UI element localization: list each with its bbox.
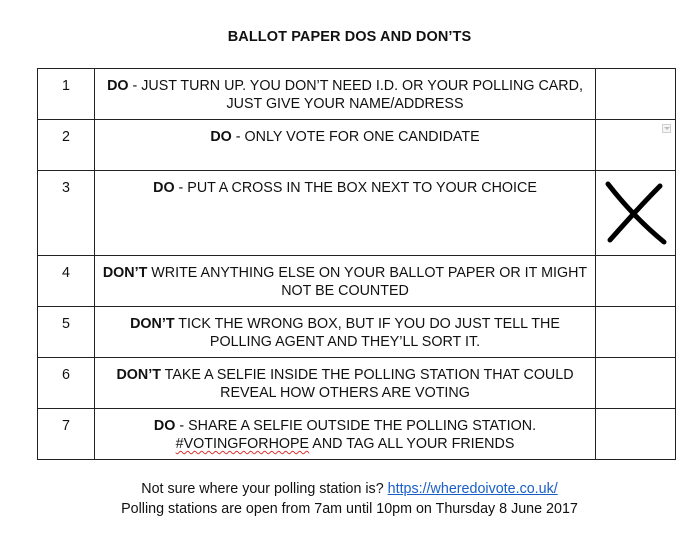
choice-box[interactable]: [596, 69, 676, 120]
row-number: 2: [38, 120, 95, 171]
table-row: [38, 69, 676, 120]
row-keyword: DO: [153, 180, 175, 196]
row-body: - ONLY VOTE FOR ONE CANDIDATE: [231, 129, 480, 145]
row-keyword: DO: [210, 129, 232, 145]
page-title: BALLOT PAPER DOS AND DON’TS: [227, 29, 472, 45]
table-row: [38, 409, 676, 460]
row-body: WRITE ANYTHING ELSE ON YOUR BALLOT PAPER OR IT MIGHT NOT BE COUNTED: [147, 265, 588, 299]
row-text: [95, 171, 596, 256]
row-body-after: AND TAG ALL YOUR FRIENDS: [309, 436, 515, 452]
row-body: TAKE A SELFIE INSIDE THE POLLING STATION THAT COULD REVEAL HOW OTHERS ARE VOTING: [160, 367, 574, 401]
choice-box[interactable]: [596, 307, 676, 358]
row-text: [95, 69, 596, 120]
dropdown-arrow-icon[interactable]: [662, 124, 671, 133]
table-row: [38, 120, 676, 171]
row-body: - SHARE A SELFIE OUTSIDE THE POLLING STATION.: [175, 418, 537, 434]
ballot-table: [37, 68, 676, 460]
row-body: - JUST TURN UP. YOU DON’T NEED I.D. OR YOUR POLLING CARD, JUST GIVE YOUR NAME/ADDRESS: [128, 78, 583, 112]
choice-box[interactable]: [596, 358, 676, 409]
choice-box[interactable]: [596, 120, 676, 171]
cross-mark-icon: [604, 180, 668, 246]
row-text: [95, 358, 596, 409]
row-text: [95, 409, 596, 460]
row-text: [95, 120, 596, 171]
row-keyword: DO: [153, 418, 176, 434]
row-number: 4: [38, 256, 95, 307]
row-text: [95, 307, 596, 358]
table-row: [38, 307, 676, 358]
row-body: TICK THE WRONG BOX, BUT IF YOU DO JUST TELL THE POLLING AGENT AND THEY’LL SORT IT.: [174, 316, 560, 350]
table-row: [38, 358, 676, 409]
choice-box[interactable]: [596, 409, 676, 460]
footer-hours: Polling stations are open from 7am until 10pm on Thursday 8 June 2017: [121, 501, 578, 517]
row-keyword: DON’T: [130, 316, 175, 332]
footer-question: Not sure where your polling station is?: [141, 481, 388, 497]
choice-box[interactable]: [596, 256, 676, 307]
row-text: [95, 256, 596, 307]
row-keyword: DON’T: [102, 265, 148, 281]
row-number: 5: [38, 307, 95, 358]
table-row: [38, 256, 676, 307]
table-row: [38, 171, 676, 256]
row-body: - PUT A CROSS IN THE BOX NEXT TO YOUR CHOICE: [174, 180, 537, 196]
row-keyword: DON’T: [116, 367, 161, 383]
hashtag: #VOTINGFORHOPE: [175, 436, 310, 452]
row-number: 7: [38, 409, 95, 460]
footer-question-line: [0, 481, 699, 497]
row-number: 6: [38, 358, 95, 409]
row-number: 1: [38, 69, 95, 120]
row-number: 3: [38, 171, 95, 256]
row-keyword: DO: [107, 78, 129, 94]
polling-station-link[interactable]: https://wheredoivote.co.uk/: [387, 481, 558, 497]
choice-box[interactable]: [596, 171, 676, 256]
